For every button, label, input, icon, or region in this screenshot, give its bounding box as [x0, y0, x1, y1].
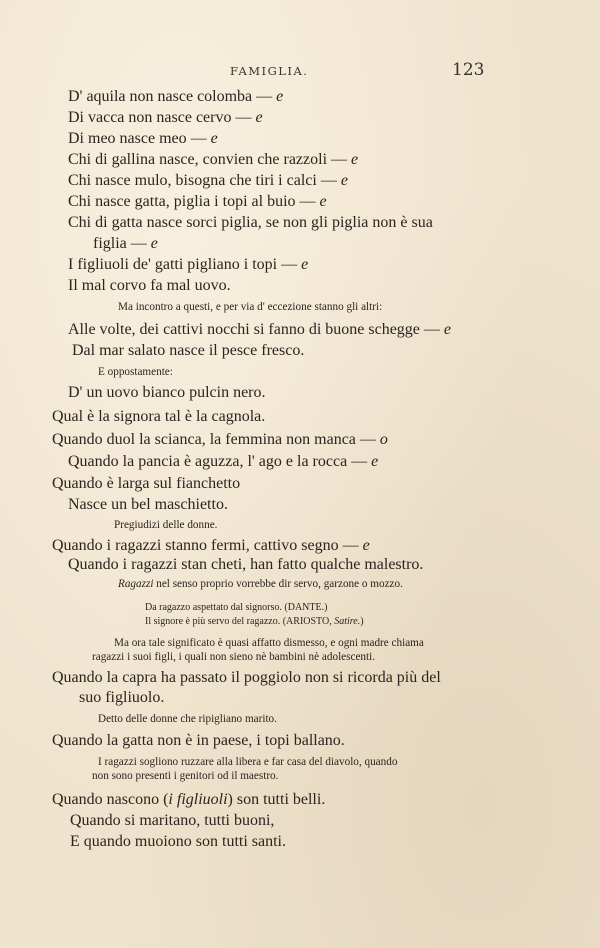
- citation-line: Da ragazzo aspettato dal signorso. (DANTE.): [145, 602, 328, 613]
- proverb-line: Di vacca non nasce cervo — e: [68, 109, 263, 126]
- proverb-line: Qual è la signora tal è la cagnola.: [52, 408, 266, 425]
- proverb-line: Di meo nasce meo — e: [68, 130, 218, 147]
- proverb-line: Quando i ragazzi stanno fermi, cattivo segno — e: [52, 537, 370, 554]
- proverb-line: Quando la capra ha passato il poggiolo non si ricorda più del: [52, 669, 441, 686]
- proverb-line: Quando i ragazzi stan cheti, han fatto qualche malestro.: [68, 556, 424, 573]
- commentary-line: Ragazzi nel senso proprio vorrebbe dir servo, garzone o mozzo.: [118, 578, 403, 590]
- commentary-line: I ragazzi sogliono ruzzare alla libera e far casa del diavolo, quando: [98, 756, 398, 768]
- proverb-line: Alle volte, dei cattivi nocchi si fanno di buone schegge — e: [68, 321, 452, 338]
- proverb-line: Chi nasce gatta, piglia i topi al buio — e: [68, 193, 327, 210]
- commentary-line: Ma incontro a questi, e per via d' eccezione stanno gli altri:: [118, 301, 383, 313]
- page-number: 123: [452, 60, 485, 80]
- commentary-line: ragazzi i suoi figli, i quali non sieno nè bambini nè adolescenti.: [92, 651, 376, 663]
- page-body: [0, 87, 600, 857]
- proverb-line: Dal mar salato nasce il pesce fresco.: [72, 342, 305, 359]
- proverb-line: Quando duol la scianca, la femmina non manca — o: [52, 431, 388, 448]
- running-head: FAMIGLIA.: [230, 64, 309, 78]
- commentary-line: non sono presenti i genitori od il maestro.: [92, 770, 279, 782]
- proverb-line: I figliuoli de' gatti pigliano i topi — e: [68, 256, 309, 273]
- proverb-line: Quando è larga sul fianchetto: [52, 475, 241, 492]
- commentary-line: Detto delle donne che ripigliano marito.: [98, 713, 277, 725]
- proverb-line: Il mal corvo fa mal uovo.: [68, 277, 231, 294]
- proverb-line: figlia — e: [93, 235, 158, 252]
- proverb-line: Quando si maritano, tutti buoni,: [70, 812, 275, 829]
- page-header: [0, 60, 600, 82]
- commentary-line: Pregiudizi delle donne.: [114, 519, 218, 531]
- proverb-line: Quando nascono (i figliuoli) son tutti belli.: [52, 791, 326, 808]
- proverb-line: Chi di gatta nasce sorci piglia, se non gli piglia non è sua: [68, 214, 433, 231]
- proverb-line: Quando la pancia è aguzza, l' ago e la rocca — e: [68, 453, 379, 470]
- proverb-line: E quando muoiono son tutti santi.: [70, 833, 286, 850]
- proverb-line: Nasce un bel maschietto.: [68, 496, 228, 513]
- proverb-line: suo figliuolo.: [79, 689, 165, 706]
- proverb-line: Quando la gatta non è in paese, i topi ballano.: [52, 732, 345, 749]
- proverb-line: Chi di gallina nasce, convien che razzoli — e: [68, 151, 359, 168]
- commentary-line: E oppostamente:: [98, 366, 173, 378]
- proverb-line: Chi nasce mulo, bisogna che tiri i calci — e: [68, 172, 348, 189]
- commentary-line: Ma ora tale significato è quasi affatto dismesso, e ogni madre chiama: [114, 637, 424, 649]
- citation-line: Il signore è più servo del ragazzo. (ARIOSTO, Satire.): [145, 616, 364, 627]
- proverb-line: D' aquila non nasce colomba — e: [68, 88, 284, 105]
- proverb-line: D' un uovo bianco pulcin nero.: [68, 384, 266, 401]
